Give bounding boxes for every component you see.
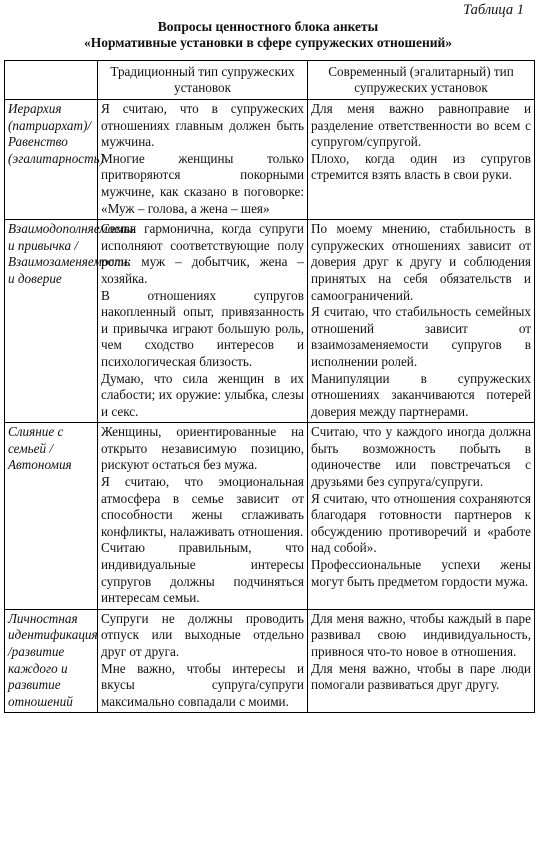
statement: Манипуляции в супружеских отношениях заканчиваются потерей доверия между партнерами. [311, 370, 531, 419]
statement: Думаю, что сила женщин в их слабости; их оружие: улыбка, слезы и секс. [101, 370, 304, 419]
statement: Считаю, что у каждого иногда должна быть возможность побыть в одиночестве или повстречаться с друзьями без супруга/супруги. [311, 424, 531, 490]
table-caption: Таблица 1 [463, 2, 524, 18]
header-cell-empty [5, 61, 98, 100]
table-row [5, 609, 535, 713]
statement: Профессиональные успехи жены могут быть предметом гордости мужа. [311, 557, 531, 589]
category-cell [5, 220, 136, 423]
statement: Семья гармонична, когда супруги исполняют соответствующие полу роли: муж – добытчик, жена – хозяйка. [101, 221, 304, 286]
table-subtitle: «Нормативные установки в сфере супружеских отношений» [83, 35, 453, 50]
statement: Я считаю, что в супружеских отношениях главным должен быть мужчина. [101, 101, 304, 150]
category-cell [5, 100, 105, 220]
statement: По моему мнению, стабильность в супружеских отношениях зависит от доверия друг к другу и соблюдения принятых на себя обязательств и самоограничений. [311, 221, 531, 303]
table-title: Вопросы ценностного блока анкеты [157, 19, 379, 34]
category-text: Взаимодополняемость и привычка / Взаимозаменяемость и доверие [8, 221, 136, 286]
traditional-cell [98, 609, 308, 713]
category-text: Иерархия (патриархат)/ Равенство (эгалитарность) [8, 101, 105, 166]
table-row [5, 100, 535, 220]
statement: Считаю правильным, что индивидуальные интересы супругов должны подчиняться интересам семьи. [101, 540, 304, 606]
modern-cell [308, 100, 535, 220]
statement: Мне важно, чтобы интересы и вкусы супруга/супруги максимально совпадали с моими. [101, 660, 304, 709]
statement: Я считаю, что эмоциональная атмосфера в семье зависит от способности жены сглаживать конфликты, налаживать отношения. [101, 474, 304, 539]
traditional-cell [98, 220, 308, 423]
values-table [4, 60, 535, 713]
category-text: Слияние с семьей / Автономия [8, 424, 72, 473]
traditional-cell [98, 423, 308, 610]
modern-cell [308, 423, 535, 610]
statement: Супруги не должны проводить отпуск или выходные отдельно друг от друга. [101, 610, 304, 659]
category-text: Личностная идентификация /развитие каждого и развитие отношений [8, 610, 98, 709]
modern-cell [308, 220, 535, 423]
statement: Для меня важно, чтобы в паре люди помогали развиваться друг другу. [311, 660, 531, 693]
traditional-cell [98, 100, 308, 220]
statement: Многие женщины только притворяются покорными мужчине, как сказано в поговорке: «Муж – голова, а жена – шея» [101, 150, 304, 216]
statement: Для меня важно, чтобы каждый в паре развивал свою индивидуальность, привнося что-то новое в отношения. [311, 610, 531, 659]
statement: Женщины, ориентированные на открыто независимую позицию, рискуют остаться без мужа. [101, 424, 304, 473]
statement: Я считаю, что стабильность семейных отношений зависит от взаимозаменяемости супругов в исполнении ролей. [311, 304, 531, 369]
table-row [5, 423, 535, 610]
header-cell-modern: Современный (эгалитарный) тип супружеских установок [308, 61, 535, 100]
category-cell [5, 423, 98, 610]
statement: Я считаю, что отношения сохраняются благодаря готовности партнеров к обсуждению противоречий и «работе над собой». [311, 490, 531, 556]
table-row [5, 220, 535, 423]
modern-cell [308, 609, 535, 713]
statement: Плохо, когда один из супругов стремится взять власть в свои руки. [311, 150, 531, 183]
statement: Для меня важно равноправие и разделение ответственности во всем с супругом/супругой. [311, 101, 531, 150]
statement: В отношениях супругов накопленный опыт, привязанность и привычка играют большую роль, чем сходство интересов и психологическая близость. [101, 287, 304, 369]
category-cell [5, 609, 98, 713]
header-cell-traditional: Традиционный тип супружеских установок [98, 61, 308, 100]
header-row [5, 61, 535, 100]
